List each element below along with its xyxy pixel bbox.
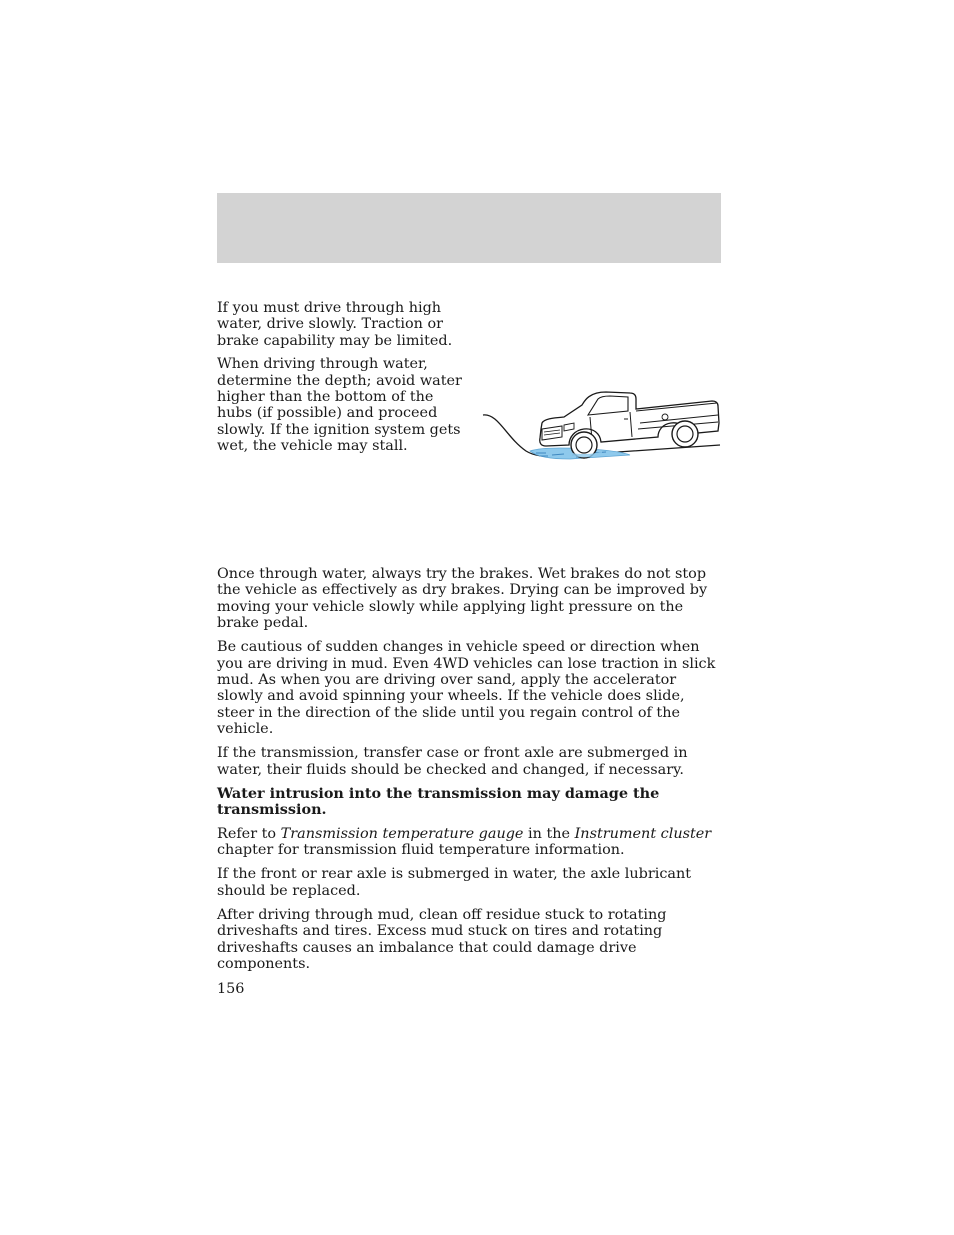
intro-paragraph-high-water: If you must drive through high water, drive slowly. Traction or brake capability may be limited. [217, 300, 453, 349]
paragraph-try-brakes: Once through water, always try the brakes. Wet brakes do not stop the vehicle as effectively as dry brakes. Drying can be improved by moving your vehicle slowly while applying light pressure on the brake pedal. [217, 566, 708, 632]
intro-paragraph-water-depth: When driving through water, determine the depth; avoid water higher than the bottom of the hubs (if possible) and proceed slowly. If the ignition system gets wet, the vehicle may stall. [217, 356, 462, 455]
rear-wheel [672, 421, 698, 447]
reference-instrument-cluster: Instrument cluster [574, 826, 712, 843]
paragraph-axle-lubricant: If the front or rear axle is submerged in water, the axle lubricant should be replaced. [217, 866, 692, 899]
paragraph-refer-gauge [217, 826, 722, 859]
refer-prefix: Refer to [217, 826, 281, 843]
pickup-truck-in-water-icon [480, 385, 724, 467]
intro-column [217, 300, 467, 462]
warning-water-intrusion: Water intrusion into the transmission may damage the transmission. [217, 784, 660, 819]
refer-suffix: chapter for transmission fluid temperature information. [217, 842, 625, 859]
main-text [217, 566, 722, 980]
paragraph-submerged-fluids: If the transmission, transfer case or front axle are submerged in water, their fluids should be checked and changed, if necessary. [217, 745, 688, 778]
paragraph-mud-residue: After driving through mud, clean off residue stuck to rotating driveshafts and tires. Excess mud stuck on tires and rotating driveshafts causes an imbalance that could damage drive components. [217, 906, 667, 973]
refer-middle: in the [523, 826, 575, 843]
paragraph-mud-driving: Be cautious of sudden changes in vehicle speed or direction when you are driving in mud. Even 4WD vehicles can lose traction in slick mud. As when you are driving over sand, apply the accelerator slowly and avoid spinning your wheels. If the vehicle does slide, steer in the direction of the slide until you regain control of the vehicle. [217, 639, 716, 738]
reference-transmission-gauge: Transmission temperature gauge [280, 826, 524, 843]
section-header-band [217, 193, 721, 263]
page-number: 156 [217, 981, 245, 997]
